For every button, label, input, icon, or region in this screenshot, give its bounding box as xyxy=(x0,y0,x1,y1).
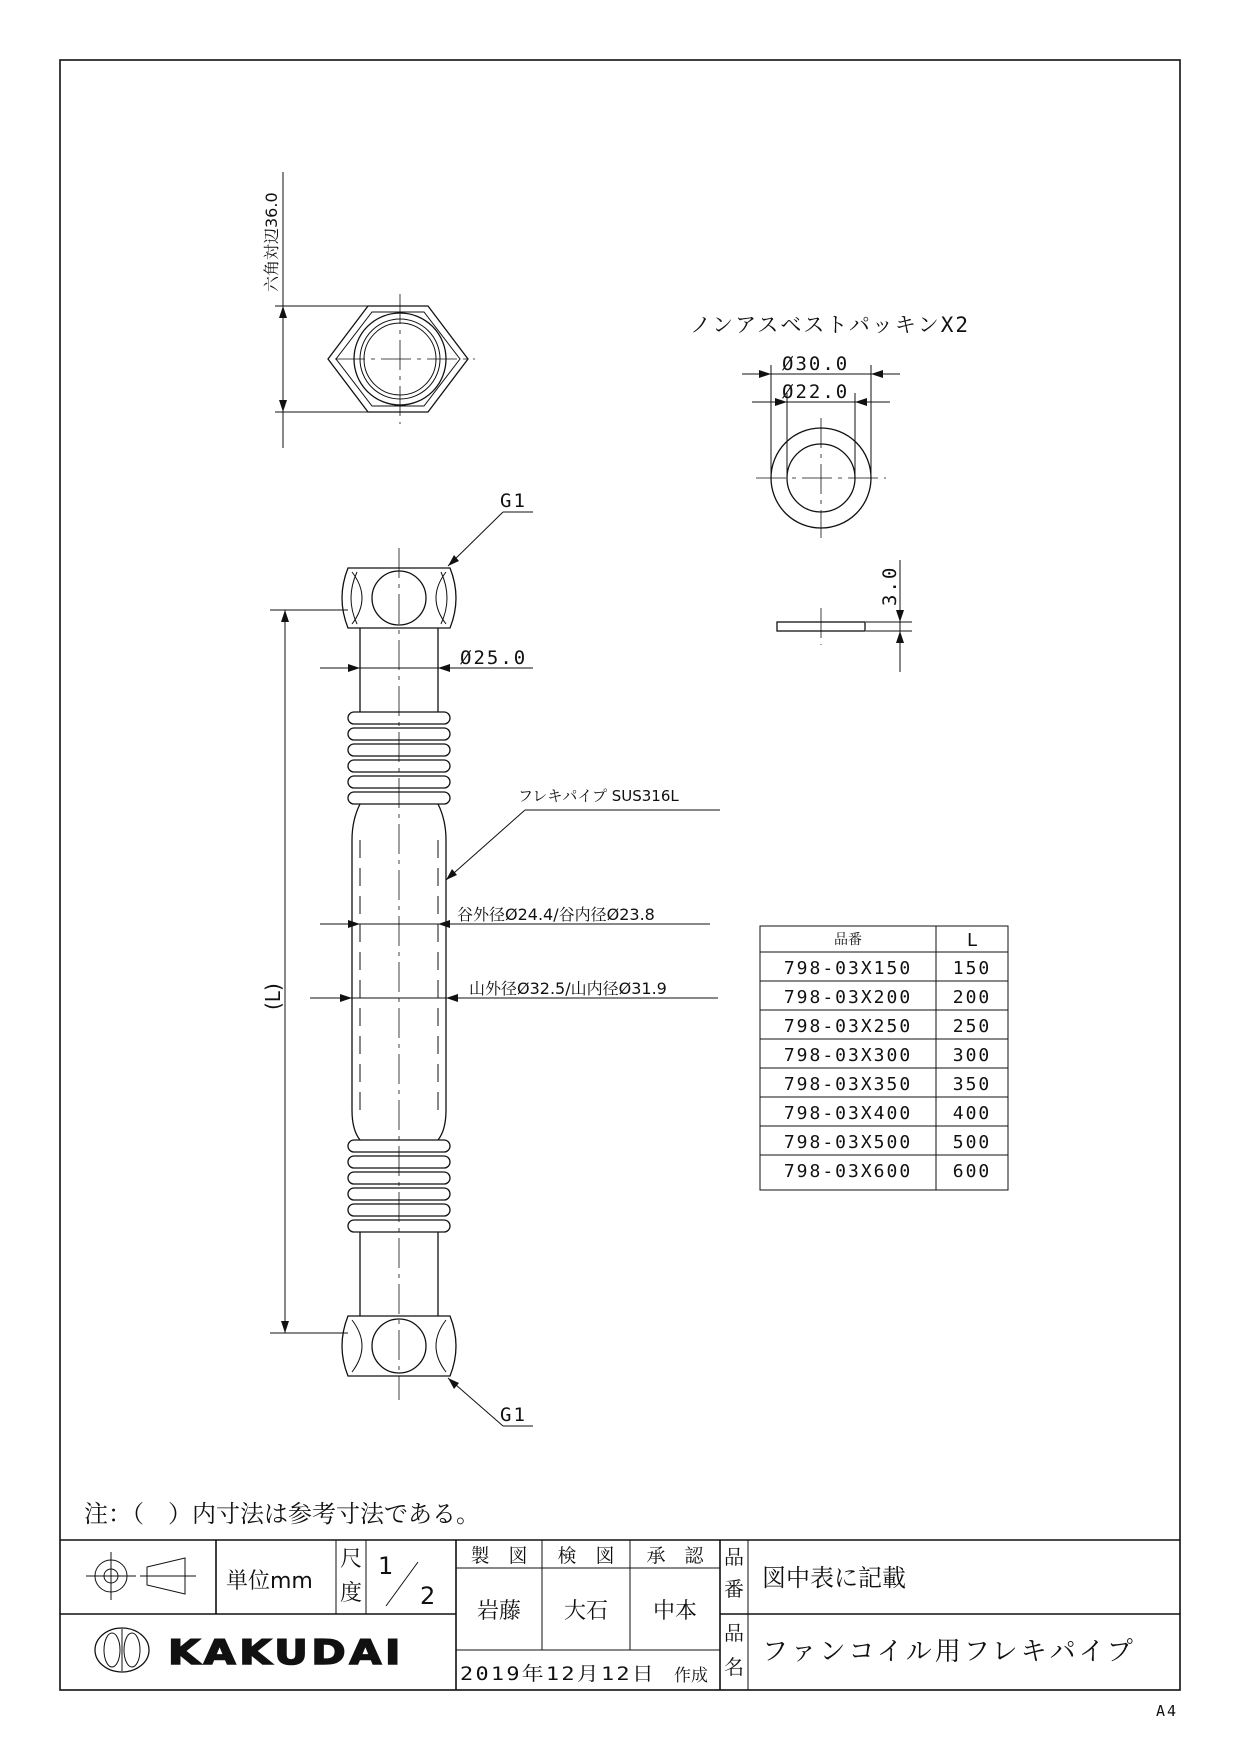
gasket-views xyxy=(690,313,970,672)
thread-top-label: G1 xyxy=(500,490,527,512)
table-header-length: L xyxy=(966,930,978,951)
drawn-by: 岩藤 xyxy=(476,1599,522,1624)
table-cell-part-no: 798-03X500 xyxy=(783,1132,913,1153)
thread-bottom-label: G1 xyxy=(500,1404,527,1426)
table-cell-part-no: 798-03X200 xyxy=(783,987,913,1008)
scale-label-top: 尺 xyxy=(340,1547,363,1572)
hex-end-view xyxy=(262,172,475,448)
table-cell-part-no: 798-03X150 xyxy=(783,958,913,979)
table-cell-length: 250 xyxy=(952,1016,992,1037)
table-cell-length: 300 xyxy=(952,1045,992,1066)
title-block xyxy=(60,1540,1180,1690)
table-cell-length: 600 xyxy=(952,1161,992,1182)
table-cell-part-no: 798-03X600 xyxy=(783,1161,913,1182)
sheet-size-label: A4 xyxy=(1156,1702,1179,1720)
hex-width-label: 六角対辺36.0 xyxy=(262,192,281,292)
length-label: (L) xyxy=(261,983,285,1010)
part-name-value: ファンコイル用フレキパイプ xyxy=(762,1637,1136,1667)
part-name-label-bottom: 名 xyxy=(724,1655,744,1679)
gasket-inner-dia: Ø22.0 xyxy=(782,381,850,403)
gasket-title: ノンアスベストパッキンX2 xyxy=(690,313,970,337)
approved-label: 承 認 xyxy=(646,1545,704,1567)
table-cell-length: 350 xyxy=(952,1074,992,1095)
created-label: 作成 xyxy=(674,1666,708,1686)
gasket-thickness: 3.0 xyxy=(879,565,901,606)
table-cell-part-no: 798-03X350 xyxy=(783,1074,913,1095)
table-cell-length: 200 xyxy=(952,987,992,1008)
brand-logo-text: KAKUDAI xyxy=(168,1633,404,1673)
drawn-label: 製 図 xyxy=(470,1545,528,1567)
scale-label-bottom: 度 xyxy=(340,1581,363,1606)
pipe-diameter-label: Ø25.0 xyxy=(460,647,528,669)
scale-numerator: 1 xyxy=(378,1552,394,1580)
gasket-outer-dia: Ø30.0 xyxy=(782,353,850,375)
table-cell-length: 150 xyxy=(952,958,992,979)
part-name-label-top: 品 xyxy=(724,1621,744,1645)
table-header-part-no: 品番 xyxy=(834,932,862,948)
part-no-value: 図中表に記載 xyxy=(762,1564,906,1592)
creation-date: 2019年12月12日 xyxy=(460,1663,656,1685)
drawing-note: 注：（ ）内寸法は参考寸法である。 xyxy=(84,1500,480,1528)
table-cell-part-no: 798-03X300 xyxy=(783,1045,913,1066)
part-no-label-bottom: 番 xyxy=(724,1577,744,1601)
drawing-frame xyxy=(60,60,1180,1690)
unit-label: 単位mm xyxy=(226,1569,313,1594)
part-no-label-top: 品 xyxy=(724,1545,744,1569)
length-table xyxy=(760,926,1008,1190)
kakudai-logo-icon xyxy=(95,1628,149,1672)
table-cell-part-no: 798-03X400 xyxy=(783,1103,913,1124)
flex-pipe-view xyxy=(261,490,720,1426)
table-cell-part-no: 798-03X250 xyxy=(783,1016,913,1037)
approved-by: 中本 xyxy=(652,1599,698,1624)
table-cell-length: 400 xyxy=(952,1103,992,1124)
table-cell-length: 500 xyxy=(952,1132,992,1153)
scale-denominator: 2 xyxy=(420,1582,436,1610)
projection-symbol-icon xyxy=(86,1552,196,1600)
crest-diameter-label: 山外径Ø32.5/山内径Ø31.9 xyxy=(469,979,667,998)
checked-label: 検 図 xyxy=(557,1545,615,1567)
checked-by: 大石 xyxy=(563,1599,609,1624)
valley-diameter-label: 谷外径Ø24.4/谷内径Ø23.8 xyxy=(457,905,655,924)
pipe-material-label: フレキパイプ SUS316L xyxy=(518,787,679,805)
